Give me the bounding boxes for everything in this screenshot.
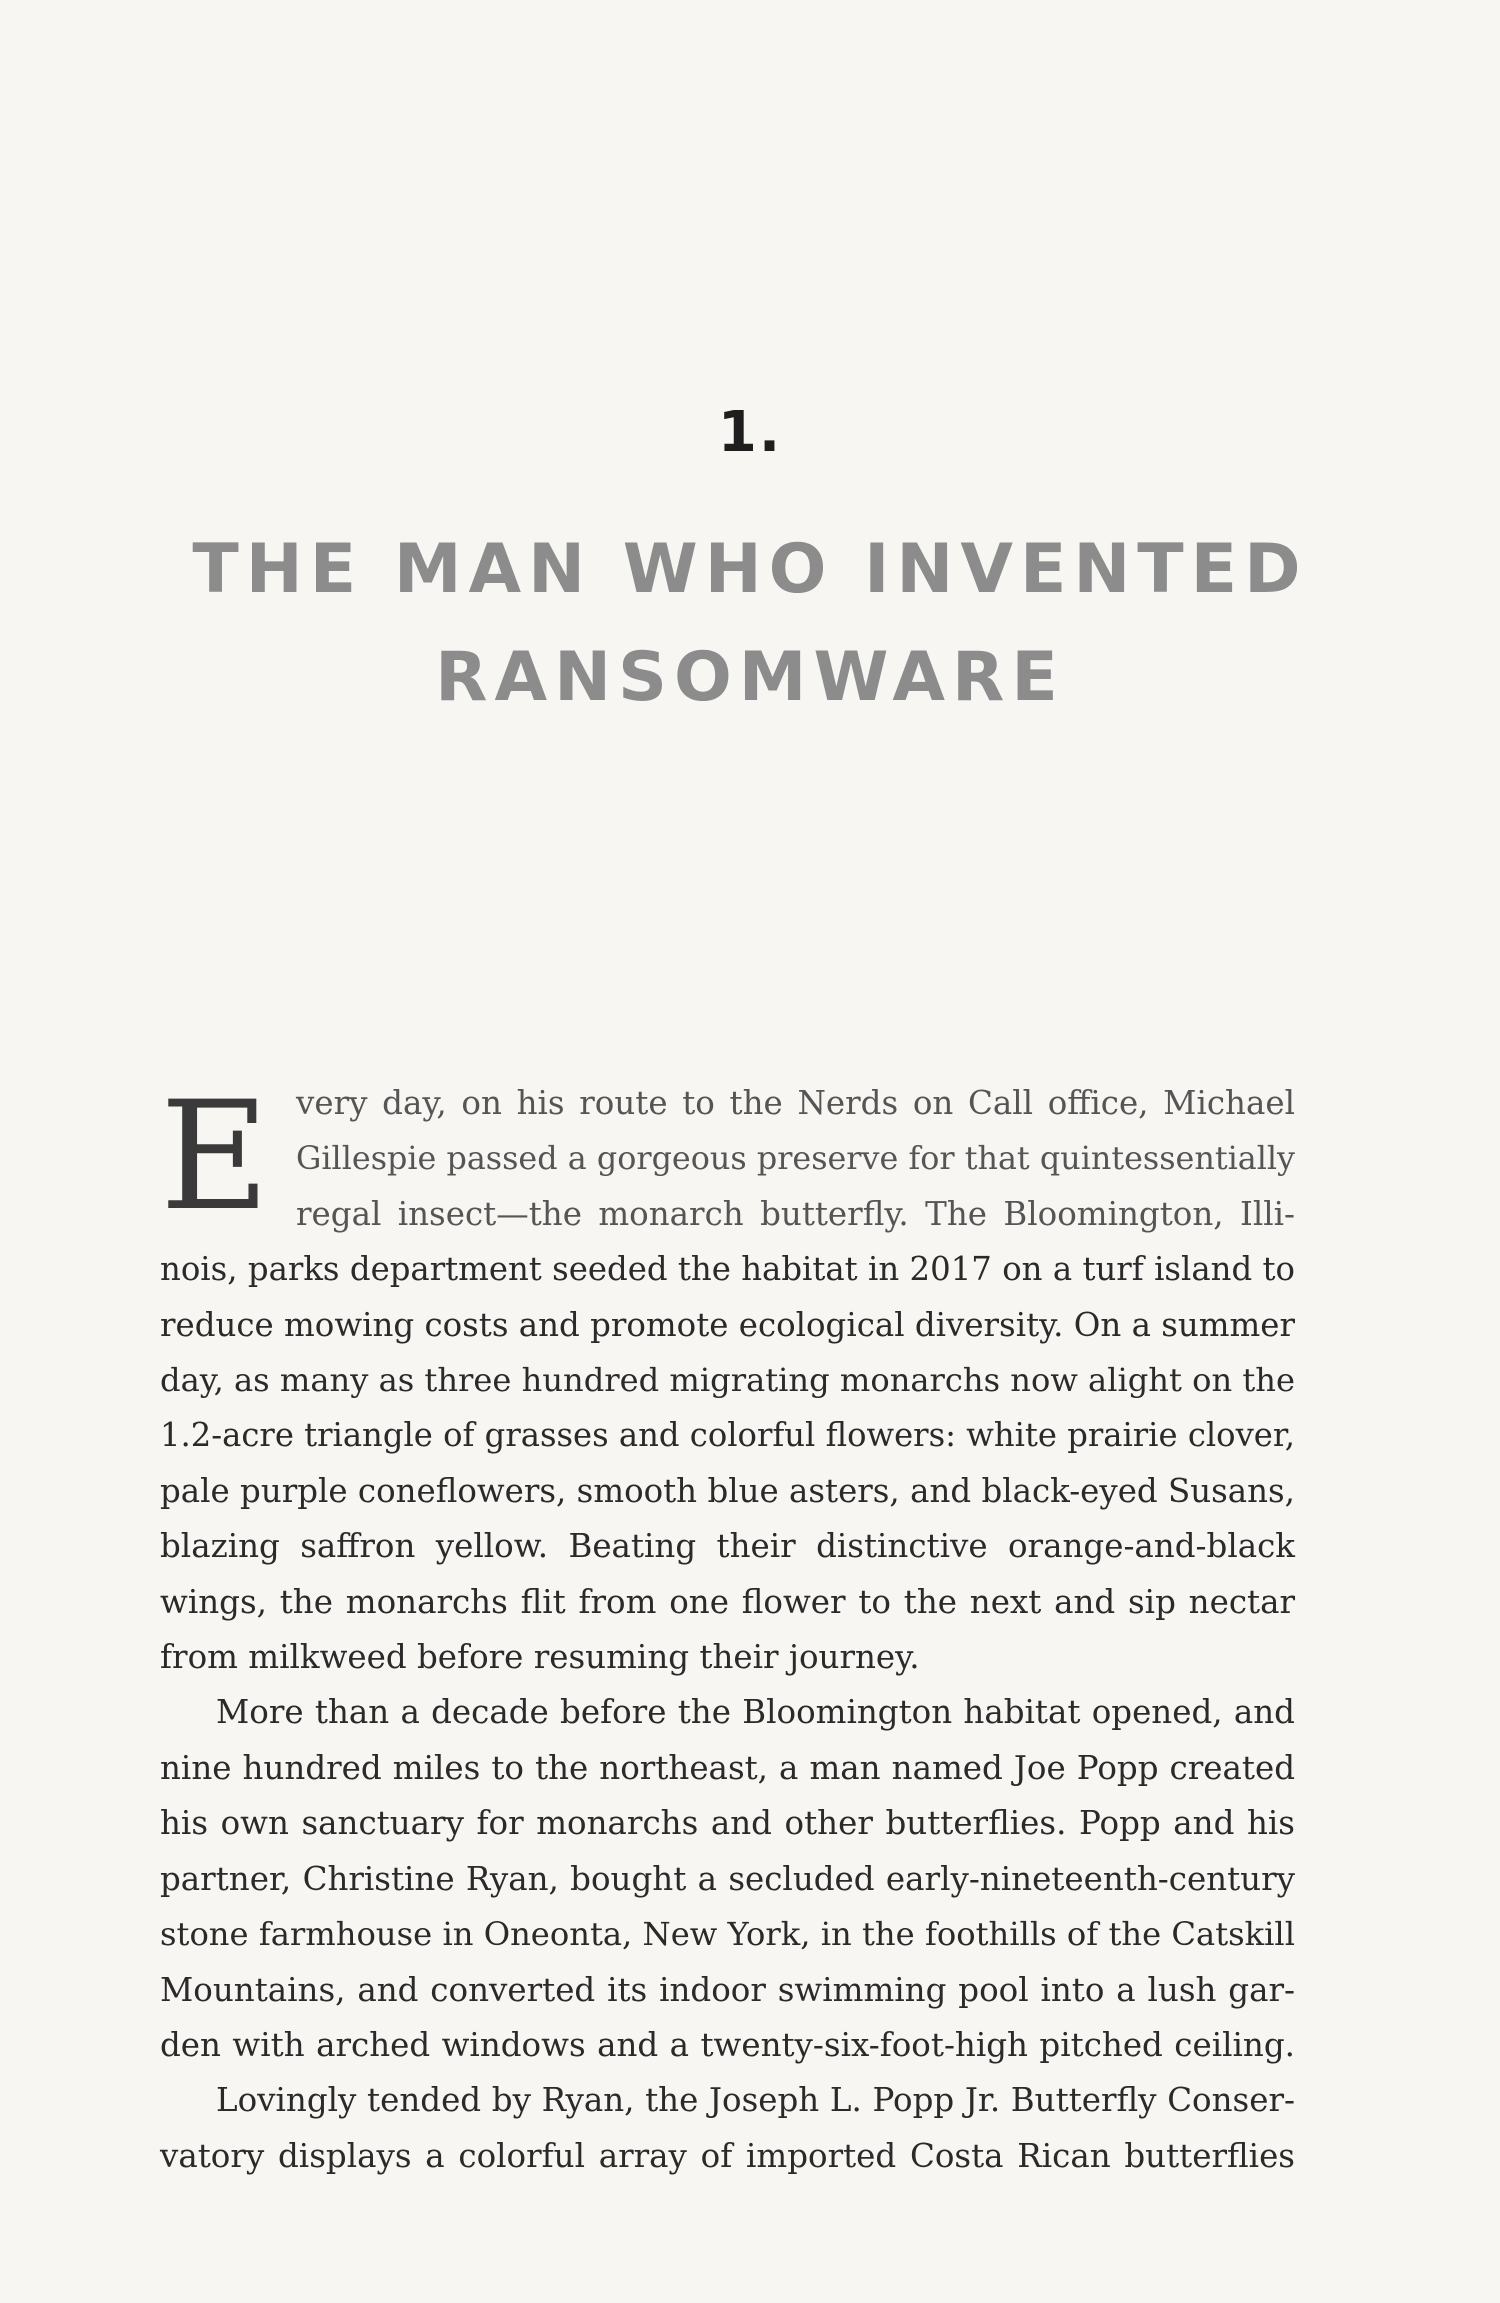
text-line: More than a decade before the Bloomington habitat opened, and	[216, 1693, 1295, 1732]
text-line: 1.2-acre triangle of grasses and colorful flowers: white prairie clover,	[160, 1416, 1295, 1455]
text-line: stone farmhouse in Oneonta, New York, in the foothills of the Catskill	[160, 1915, 1295, 1954]
text-line: nine hundred miles to the northeast, a man named Joe Popp created	[160, 1748, 1295, 1787]
chapter-number: 1.	[717, 400, 783, 465]
text-line: day, as many as three hundred migrating monarchs now alight on the	[160, 1361, 1295, 1400]
text-line: Lovingly tended by Ryan, the Joseph L. Popp Jr. Butterfly Conser-	[216, 2081, 1295, 2120]
text-line: partner, Christine Ryan, bought a secluded early-nineteenth-century	[160, 1859, 1295, 1898]
text-line: from milkweed before resuming their journey.	[160, 1638, 920, 1677]
text-line: very day, on his route to the Nerds on Call office, Michael	[296, 1084, 1295, 1122]
text-line: den with arched windows and a twenty-six-foot-high pitched ceiling.	[160, 2025, 1295, 2064]
drop-cap: E	[160, 1070, 270, 1244]
text-line: pale purple coneflowers, smooth blue asters, and black-eyed Susans,	[160, 1471, 1295, 1510]
paragraph-2	[160, 1685, 1295, 2073]
text-line: nois, parks department seeded the habitat in 2017 on a turf island to	[160, 1250, 1295, 1289]
text-line: reduce mowing costs and promote ecological diversity. On a summer	[160, 1305, 1295, 1344]
text-line: his own sanctuary for monarchs and other butterflies. Popp and his	[160, 1804, 1295, 1843]
text-line: Mountains, and converted its indoor swimming pool into a lush gar-	[160, 1970, 1295, 2009]
chapter-title-line-2: RANSOMWARE	[435, 638, 1065, 717]
chapter-title-line-1: THE MAN WHO INVENTED	[192, 530, 1308, 609]
text-line: blazing saffron yellow. Beating their distinctive orange-and-black	[160, 1527, 1295, 1566]
text-line: Gillespie passed a gorgeous preserve for that quintessentially	[296, 1140, 1295, 1178]
text-line: regal insect—the monarch butterfly. The Bloomington, Illi-	[296, 1194, 1295, 1233]
text-line: wings, the monarchs flit from one flower to the next and sip nectar	[160, 1582, 1295, 1621]
chapter-body	[160, 1070, 1295, 2184]
paragraph-1	[160, 1070, 1295, 1685]
paragraph-3	[160, 2073, 1295, 2184]
chapter-title	[0, 516, 1500, 732]
text-line: vatory displays a colorful array of imported Costa Rican butterflies	[160, 2136, 1295, 2175]
